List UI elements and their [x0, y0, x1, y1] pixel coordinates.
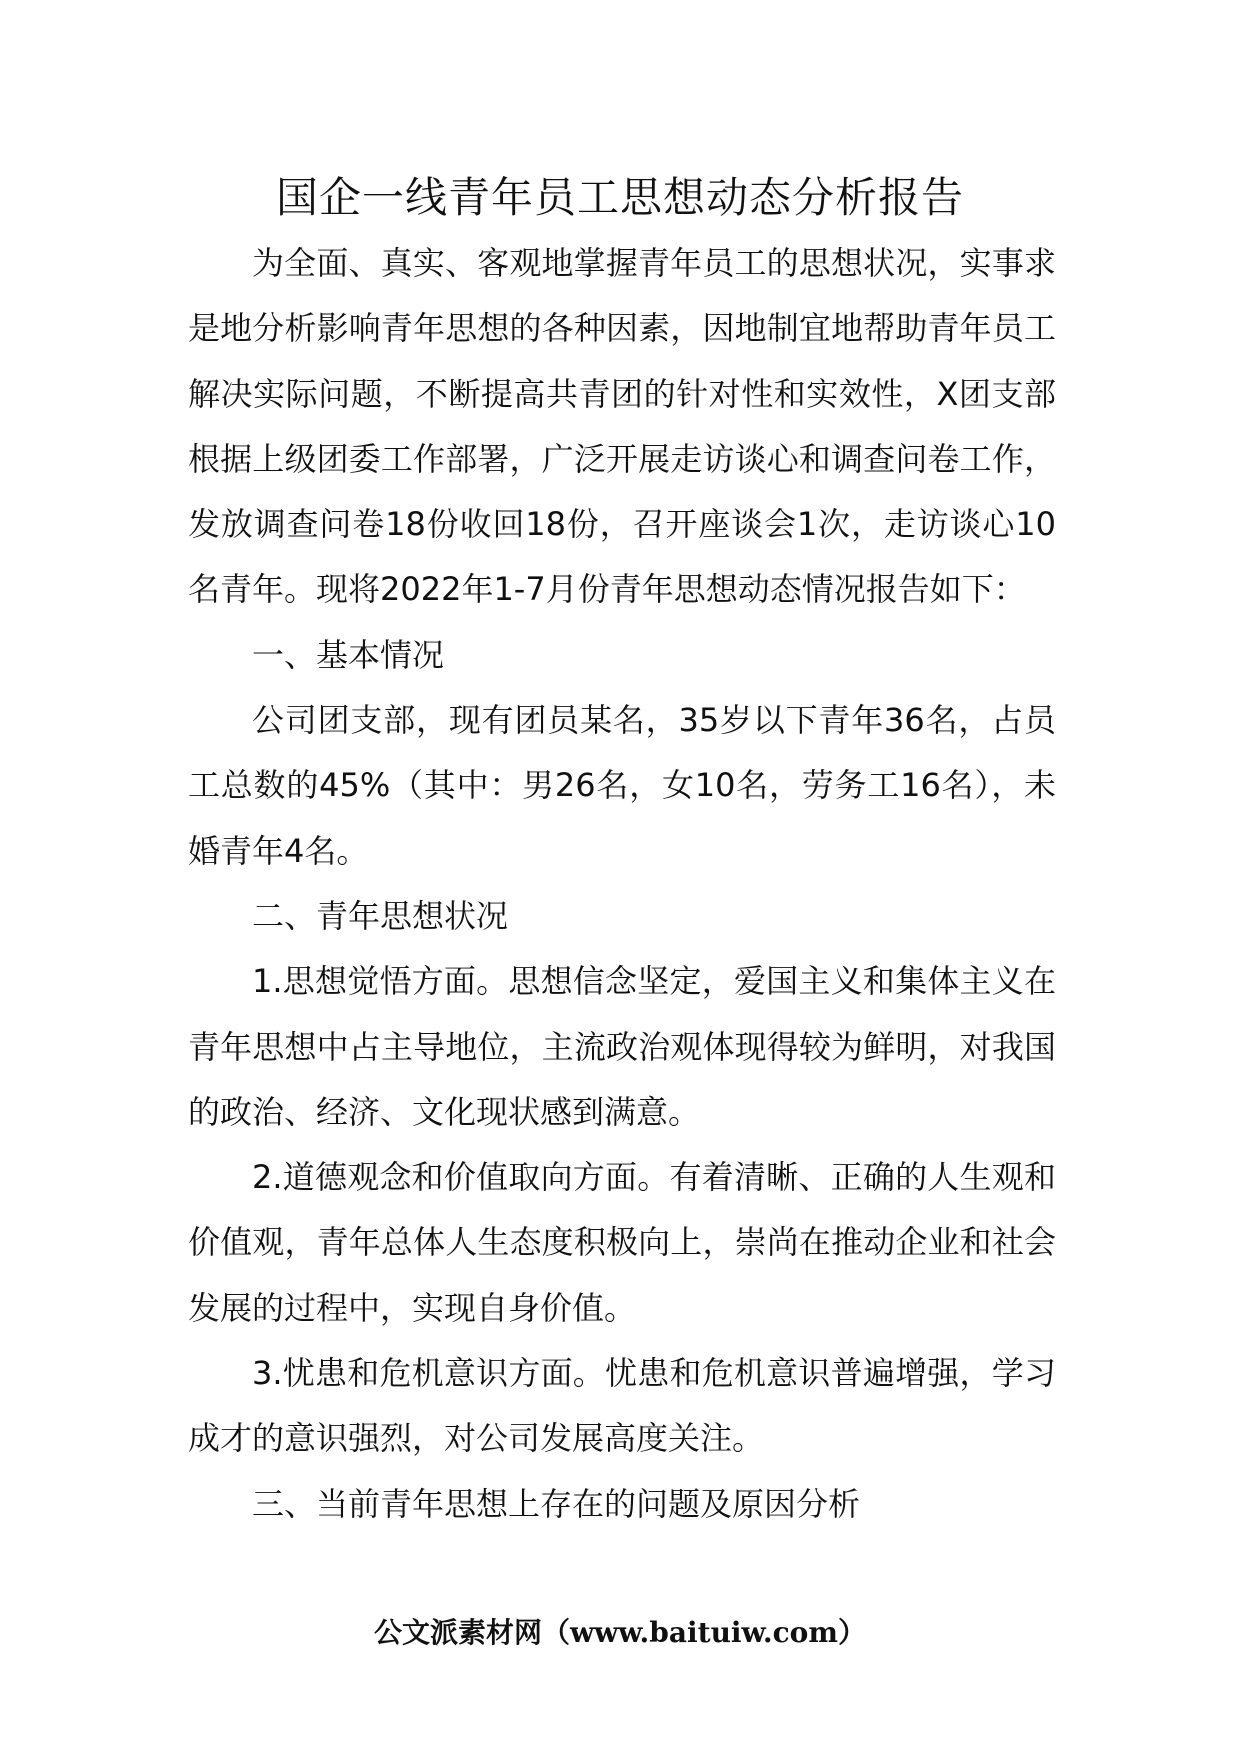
document-title: 国企一线青年员工思想动态分析报告 — [275, 173, 964, 222]
intro-paragraph: 为全面、真实、客观地掌握青年员工的思想状况，实事求是地分析影响青年思想的各种因素，因地制宜地帮助青年员工解决实际问题，不断提高共青团的针对性和实效性，X团支部根据上级团委工作部署，广泛开展走访谈心和调查问卷工作，发放调查问卷18份收回18份，召开座谈会1次，走访谈心10名青年。现将2022年1-7月份青年思想动态情况报告如下： — [188, 244, 1056, 609]
section-heading-basic: 一、基本情况 — [252, 635, 445, 674]
document-body — [188, 231, 1056, 1537]
crisis-awareness-paragraph: 3.忧患和危机意识方面。忧患和危机意识普遍增强，学习成才的意识强烈，对公司发展高度关注。 — [188, 1354, 1056, 1458]
section-heading-thought-status: 二、青年思想状况 — [252, 896, 509, 935]
values-paragraph: 2.道德观念和价值取向方面。有着清晰、正确的人生观和价值观，青年总体人生态度积极向上，崇尚在推动企业和社会发展的过程中，实现自身价值。 — [188, 1158, 1056, 1327]
watermark-footer: 公文派素材网（www.baituiw.com） — [374, 1616, 866, 1649]
thought-awareness-paragraph: 1.思想觉悟方面。思想信念坚定，爱国主义和集体主义在青年思想中占主导地位，主流政治观体现得较为鲜明，对我国的政治、经济、文化现状感到满意。 — [188, 962, 1056, 1131]
section-heading-problems: 三、当前青年思想上存在的问题及原因分析 — [252, 1484, 861, 1523]
basic-situation-paragraph: 公司团支部，现有团员某名，35岁以下青年36名，占员工总数的45%（其中：男26名，女10名，劳务工16名），未婚青年4名。 — [188, 701, 1056, 870]
